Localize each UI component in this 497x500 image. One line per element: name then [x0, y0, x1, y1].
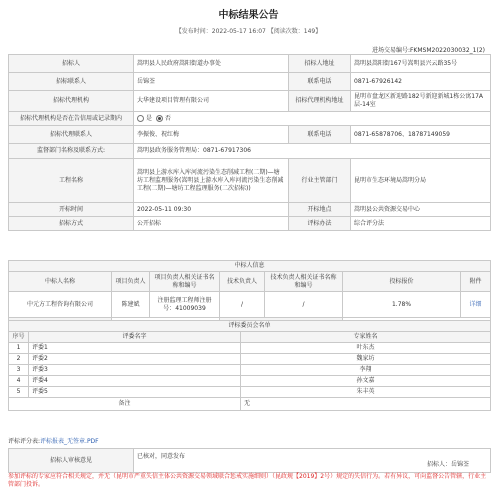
- winner-tech-cert: /: [265, 292, 343, 318]
- tenderer-phone-value: 0871-67926142: [351, 73, 491, 91]
- remark-label: 备注: [9, 398, 241, 411]
- report-label: 评标评分表:: [8, 438, 41, 445]
- row-judge: 评委3: [29, 365, 241, 376]
- row-no: 5: [9, 387, 29, 398]
- agency-contact-value: 李振俊、祝红梅: [134, 126, 289, 144]
- winner-header-name: 中标人名称: [9, 272, 112, 292]
- tenderer-contact-label: 招标联系人: [9, 73, 134, 91]
- row-judge: 评委5: [29, 387, 241, 398]
- project-name-label: 工程名称: [9, 159, 134, 203]
- remark-value: 无: [241, 398, 491, 411]
- committee-section-title: 评标委员会名单: [9, 321, 491, 332]
- info-table: [8, 54, 491, 231]
- row-no: 1: [9, 343, 29, 354]
- tenderer-contact-value: 岳锦荃: [134, 73, 289, 91]
- industry-label: 行业主管部门: [289, 159, 351, 203]
- radio-yes-icon[interactable]: [137, 115, 144, 122]
- committee-table: [8, 320, 491, 411]
- row-no: 3: [9, 365, 29, 376]
- open-time-value: 2022-05-11 09:30: [134, 203, 289, 217]
- row-no: 4: [9, 376, 29, 387]
- tenderer-phone-label: 联系电话: [289, 73, 351, 91]
- winner-header-tech-cert: 技术负责人相关证书名称和编号: [265, 272, 343, 292]
- open-place-label: 开标地点: [289, 203, 351, 217]
- bid-method-label: 招标方式: [9, 217, 134, 231]
- option-yes-label: 是: [146, 114, 153, 122]
- agency-phone-label: 联系电话: [289, 126, 351, 144]
- committee-header-expert: 专家姓名: [241, 332, 491, 343]
- table-row: [9, 343, 491, 354]
- agency-phone-value: 0871-65878706、18787149059: [351, 126, 491, 144]
- bid-method-value: 公开招标: [134, 217, 289, 231]
- report-file-link[interactable]: 评标报表_无签章.PDF: [40, 438, 99, 445]
- winner-price: 1.78%: [343, 292, 461, 318]
- review-signer-label: 招标人：: [426, 460, 451, 468]
- agency-record-options: [134, 112, 491, 126]
- winner-name: 中元方工程咨询有限公司: [9, 292, 112, 318]
- winner-header-price: 投标报价: [343, 272, 461, 292]
- tenderer-label: 招标人: [9, 55, 134, 73]
- agency-record-label: 招标代理机构是否在告信用或记录期内: [9, 112, 134, 126]
- legal-notice: 参加评标的专家应符合相关规定，并无（昆明市严重失信主体公共资源交易领域联合惩戒实施细则）（昆政规【2019】2号）规定的失信行为。若有异议，可向监督公告管辖，行业主管部门投诉。: [8, 473, 487, 488]
- review-signer: [137, 461, 487, 469]
- row-expert: 李翔: [241, 365, 491, 376]
- table-row: [9, 387, 491, 398]
- row-no: 2: [9, 354, 29, 365]
- tenderer-value: 嵩明县人民政府嵩阳街道办事处: [134, 55, 289, 73]
- row-expert: 朱丰英: [241, 387, 491, 398]
- winner-section-title: 中标人信息: [9, 261, 491, 272]
- table-row: [9, 354, 491, 365]
- agency-contact-label: 招标代理联系人: [9, 126, 134, 144]
- table-row: [9, 365, 491, 376]
- supervisor-label: 监督部门名称及联系方式:: [9, 144, 134, 159]
- publish-meta: 【发布时间：2022-05-17 16:07 【阅读次数：149】: [175, 28, 322, 35]
- review-cell: [134, 449, 491, 473]
- review-signer-name: 岳锦荃: [450, 460, 469, 468]
- winner-header-pm-cert: 项目负责人相关证书名称和编号: [150, 272, 220, 292]
- committee-header-judge: 评委名字: [29, 332, 241, 343]
- winner-header-attach: 附件: [461, 272, 491, 292]
- row-expert: 魏家坊: [241, 354, 491, 365]
- report-line: [8, 438, 490, 446]
- review-table: [8, 448, 491, 473]
- project-code: 进场交易编号:FKMSM2022030032_1(2): [371, 47, 485, 54]
- review-label: 招标人审核意见: [9, 449, 134, 473]
- row-expert: 叶东杰: [241, 343, 491, 354]
- project-name-value: 嵩明县上游水库入库河流污染生态削减工程(二期)—塘坊工程监理服务(嵩明县上游水库入库河流污染生态削减工程(二期)—塘坊工程监理服务(二次招标)): [134, 159, 289, 203]
- option-no-label: 否: [164, 114, 171, 122]
- radio-no-icon[interactable]: [156, 115, 163, 122]
- review-value: 已核对，同意发布: [137, 452, 186, 460]
- table-row: [9, 376, 491, 387]
- winner-header-pm: 项目负责人: [112, 272, 150, 292]
- committee-header-no: 序号: [9, 332, 29, 343]
- row-judge: 评委4: [29, 376, 241, 387]
- supervisor-value: 嵩明县政务服务管理局：0871-67917306: [134, 144, 491, 159]
- row-judge: 评委2: [29, 354, 241, 365]
- tenderer-addr-value: 嵩明县嵩阳街167号嵩明县兴云路35号: [351, 55, 491, 73]
- agency-value: 大华建设项目管理有限公司: [134, 91, 289, 112]
- winner-tech: /: [220, 292, 265, 318]
- eval-method-value: 综合评分法: [351, 217, 491, 231]
- winner-header-tech: 技术负责人: [220, 272, 265, 292]
- open-place-value: 嵩明县公共资源交易中心: [351, 203, 491, 217]
- eval-method-label: 评标办法: [289, 217, 351, 231]
- agency-addr-label: 招标代理机构地址: [289, 91, 351, 112]
- industry-value: 昆明市生态环境局嵩明分局: [351, 159, 491, 203]
- agency-label: 招标代理机构: [9, 91, 134, 112]
- winner-pm-cert: 注册监理工程师注册号：41009039: [150, 292, 220, 318]
- winner-pm: 陈建斌: [112, 292, 150, 318]
- agency-addr-value: 昆明市盘龙区新迎路182号新迎新城1栋公寓17A层-14室: [351, 91, 491, 112]
- row-judge: 评委1: [29, 343, 241, 354]
- winner-attachment-link[interactable]: 详细: [461, 292, 491, 318]
- open-time-label: 开标时间: [9, 203, 134, 217]
- tenderer-addr-label: 招标人地址: [289, 55, 351, 73]
- page-title: 中标结果公告: [218, 10, 279, 21]
- row-expert: 孙文嘉: [241, 376, 491, 387]
